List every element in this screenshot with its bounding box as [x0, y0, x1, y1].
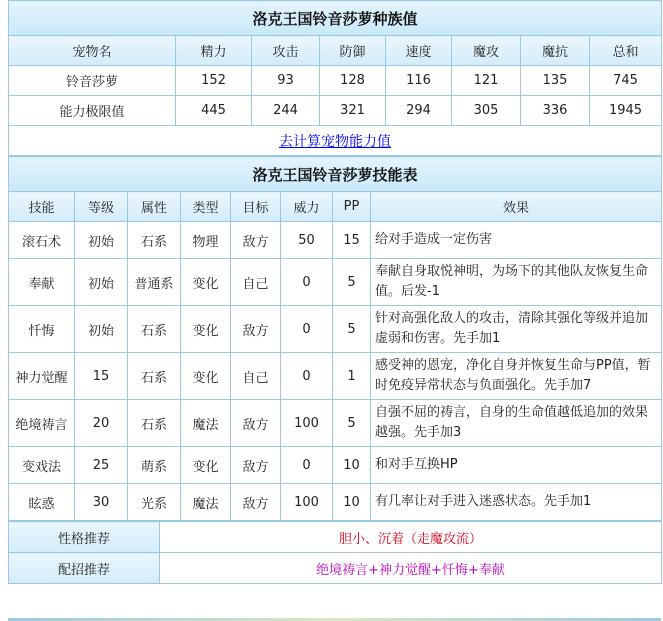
column-header: 速度 — [386, 36, 452, 66]
skill-table — [8, 156, 662, 521]
column-header: 精力 — [176, 36, 252, 66]
skill-type: 魔法 — [181, 484, 231, 521]
table-cell: 116 — [386, 66, 452, 96]
column-header: 类型 — [181, 192, 231, 222]
page-content — [8, 0, 661, 584]
skill-row — [9, 484, 662, 521]
skill-table-header-row — [9, 192, 662, 222]
column-header: 威力 — [281, 192, 333, 222]
skill-row — [9, 306, 662, 353]
skill-effect: 给对手造成一定伤害 — [371, 222, 662, 259]
skill-row — [9, 400, 662, 447]
skill-element: 石系 — [128, 306, 181, 353]
skill-name: 眩惑 — [9, 484, 75, 521]
skill-target: 敌方 — [231, 222, 281, 259]
table-cell: 244 — [252, 96, 320, 126]
skill-row — [9, 353, 662, 400]
skill-pp: 1 — [333, 353, 371, 400]
skill-name: 变戏法 — [9, 447, 75, 484]
skill-element: 石系 — [128, 222, 181, 259]
skill-target: 敌方 — [231, 447, 281, 484]
column-header: 属性 — [128, 192, 181, 222]
skill-table-title: 洛克王国铃音莎萝技能表 — [9, 157, 662, 192]
column-header: 等级 — [75, 192, 128, 222]
table-cell: 1945 — [590, 96, 662, 126]
skill-effect: 自强不屈的祷言，自身的生命值越低追加的效果越强。先手加3 — [371, 400, 662, 447]
skill-pp: 10 — [333, 447, 371, 484]
nature-recommend-value: 胆小、沉着（走魔攻流） — [160, 522, 662, 553]
column-header: 效果 — [371, 192, 662, 222]
skill-level: 15 — [75, 353, 128, 400]
skill-name: 忏悔 — [9, 306, 75, 353]
skill-power: 0 — [281, 353, 333, 400]
nature-recommend-row — [9, 522, 662, 553]
calc-ability-link[interactable]: 去计算宠物能力值 — [279, 133, 391, 150]
table-cell: 128 — [320, 66, 386, 96]
skill-row — [9, 447, 662, 484]
table-cell: 321 — [320, 96, 386, 126]
table-cell: 93 — [252, 66, 320, 96]
skill-element: 普通系 — [128, 259, 181, 306]
recommend-table — [8, 521, 662, 584]
table-cell: 135 — [521, 66, 590, 96]
skill-effect: 和对手互换HP — [371, 447, 662, 484]
skill-type: 变化 — [181, 259, 231, 306]
table-cell: 121 — [452, 66, 521, 96]
skill-element: 石系 — [128, 400, 181, 447]
skill-name: 绝境祷言 — [9, 400, 75, 447]
calc-link-cell — [9, 126, 662, 156]
column-header: 技能 — [9, 192, 75, 222]
skill-power: 0 — [281, 259, 333, 306]
skill-type: 变化 — [181, 447, 231, 484]
column-header: 防御 — [320, 36, 386, 66]
table-cell: 336 — [521, 96, 590, 126]
skill-row — [9, 222, 662, 259]
skill-pp: 5 — [333, 400, 371, 447]
nature-recommend-label: 性格推荐 — [9, 522, 160, 553]
skill-level: 25 — [75, 447, 128, 484]
skill-power: 100 — [281, 484, 333, 521]
skill-type: 变化 — [181, 353, 231, 400]
skill-level: 初始 — [75, 306, 128, 353]
race-table-header-row — [9, 36, 662, 66]
combo-recommend-label: 配招推荐 — [9, 553, 160, 584]
skill-name: 神力觉醒 — [9, 353, 75, 400]
table-row — [9, 96, 662, 126]
column-header: 目标 — [231, 192, 281, 222]
skill-effect: 有几率让对手进入迷惑状态。先手加1 — [371, 484, 662, 521]
skill-target: 敌方 — [231, 484, 281, 521]
skill-type: 变化 — [181, 306, 231, 353]
skill-power: 0 — [281, 447, 333, 484]
skill-name: 奉献 — [9, 259, 75, 306]
column-header: 魔抗 — [521, 36, 590, 66]
skill-level: 初始 — [75, 222, 128, 259]
column-header: 宠物名 — [9, 36, 176, 66]
table-cell: 305 — [452, 96, 521, 126]
skill-power: 100 — [281, 400, 333, 447]
combo-recommend-value: 绝境祷言+神力觉醒+忏悔+奉献 — [160, 553, 662, 584]
race-table-title: 洛克王国铃音莎萝种族值 — [9, 1, 662, 36]
skill-type: 物理 — [181, 222, 231, 259]
combo-recommend-row — [9, 553, 662, 584]
skill-pp: 5 — [333, 306, 371, 353]
table-cell: 745 — [590, 66, 662, 96]
skill-pp: 5 — [333, 259, 371, 306]
skill-target: 自己 — [231, 353, 281, 400]
column-header: 攻击 — [252, 36, 320, 66]
skill-power: 0 — [281, 306, 333, 353]
skill-pp: 10 — [333, 484, 371, 521]
skill-effect: 感受神的恩宠，净化自身并恢复生命与PP值，暂时免疫异常状态与负面强化。先手加7 — [371, 353, 662, 400]
skill-row — [9, 259, 662, 306]
skill-type: 魔法 — [181, 400, 231, 447]
skill-element: 萌系 — [128, 447, 181, 484]
skill-target: 敌方 — [231, 400, 281, 447]
table-cell: 152 — [176, 66, 252, 96]
table-cell: 294 — [386, 96, 452, 126]
skill-element: 石系 — [128, 353, 181, 400]
skill-target: 自己 — [231, 259, 281, 306]
calc-link-row — [9, 126, 662, 156]
table-cell: 铃音莎萝 — [9, 66, 176, 96]
table-row — [9, 66, 662, 96]
skill-level: 30 — [75, 484, 128, 521]
skill-effect: 针对高强化敌人的攻击，清除其强化等级并追加虚弱和伤害。先手加1 — [371, 306, 662, 353]
column-header: 魔攻 — [452, 36, 521, 66]
column-header: PP — [333, 192, 371, 222]
table-cell: 能力极限值 — [9, 96, 176, 126]
column-header: 总和 — [590, 36, 662, 66]
race-value-table — [8, 0, 662, 156]
skill-level: 20 — [75, 400, 128, 447]
skill-effect: 奉献自身取悦神明，为场下的其他队友恢复生命值。后发-1 — [371, 259, 662, 306]
skill-element: 光系 — [128, 484, 181, 521]
skill-level: 初始 — [75, 259, 128, 306]
skill-power: 50 — [281, 222, 333, 259]
skill-target: 敌方 — [231, 306, 281, 353]
skill-pp: 15 — [333, 222, 371, 259]
table-cell: 445 — [176, 96, 252, 126]
skill-name: 滚石术 — [9, 222, 75, 259]
